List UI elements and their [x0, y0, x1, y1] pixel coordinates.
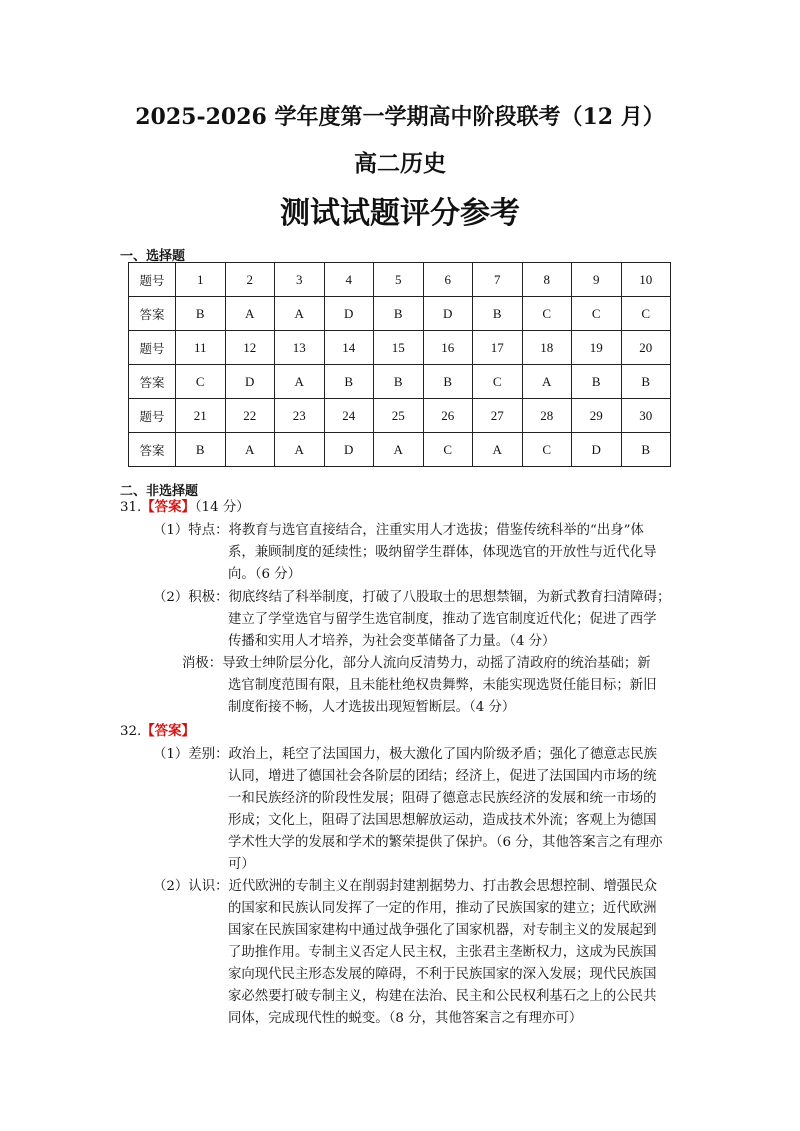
question-number-cell: 18: [522, 331, 572, 365]
answer-cell: B: [374, 365, 424, 399]
answer-row: [129, 297, 671, 331]
q32-number: 32.: [120, 724, 142, 739]
answer-row: [129, 433, 671, 467]
answer-cell: A: [275, 297, 325, 331]
answer-cell: B: [374, 297, 424, 331]
question-number-row: [129, 263, 671, 297]
question-number-cell: 1: [176, 263, 226, 297]
row-label-answer: 答案: [129, 297, 176, 331]
section-heading-nonchoice: 二、非选择题: [120, 484, 199, 499]
question-number-cell: 27: [473, 399, 523, 433]
answer-cell: B: [621, 433, 671, 467]
q32-line: 国家在民族国家建构中通过战争强化了国家机器，对专制主义的发展起到: [228, 923, 657, 938]
question-number-cell: 13: [275, 331, 325, 365]
question-number-cell: 24: [324, 399, 374, 433]
question-number-cell: 11: [176, 331, 226, 365]
q32-line: 形成；文化上，阻碍了法国思想解放运动，造成技术外流；客观上为德国: [228, 813, 657, 828]
question-number-row: [129, 399, 671, 433]
answer-cell: B: [621, 365, 671, 399]
q31-line: 制度衔接不畅，人才选拔出现短暂断层。（4 分）: [228, 700, 516, 715]
question-number-cell: 17: [473, 331, 523, 365]
question-number-cell: 22: [225, 399, 275, 433]
row-label-number: 题号: [129, 331, 176, 365]
answer-cell: D: [572, 433, 622, 467]
answer-cell: C: [473, 365, 523, 399]
q31-line: 向。（6 分）: [228, 567, 302, 582]
answer-cell: A: [225, 297, 275, 331]
answer-cell: C: [572, 297, 622, 331]
answer-cell: D: [225, 365, 275, 399]
row-label-number: 题号: [129, 399, 176, 433]
q31-line: （2）积极：彻底终结了科举制度，打破了八股取士的思想禁锢，为新式教育扫清障碍；: [153, 590, 671, 605]
q32-line: 了助推作用。专制主义否定人民主权，主张君主垄断权力，这成为民族国: [228, 945, 657, 960]
answer-table: [128, 262, 671, 467]
question-number-cell: 21: [176, 399, 226, 433]
question-number-cell: 9: [572, 263, 622, 297]
answer-cell: C: [176, 365, 226, 399]
answer-cell: A: [522, 365, 572, 399]
q32-line: 家向现代民主形态发展的障碍，不利于民族国家的深入发展；现代民族国: [228, 967, 657, 982]
question-number-cell: 19: [572, 331, 622, 365]
answer-cell: D: [324, 433, 374, 467]
q31-line: （1）特点：将教育与选官直接结合，注重实用人才选拔；借鉴传统科举的“出身”体: [153, 523, 644, 538]
answer-cell: D: [324, 297, 374, 331]
question-number-cell: 26: [423, 399, 473, 433]
subject-title: 高二历史: [354, 150, 446, 177]
question-number-cell: 8: [522, 263, 572, 297]
answer-cell: A: [225, 433, 275, 467]
q32-line: 的国家和民族认同发挥了一定的作用，推动了民族国家的建立；近代欧洲: [228, 901, 657, 916]
question-number-cell: 7: [473, 263, 523, 297]
question-number-cell: 12: [225, 331, 275, 365]
question-number-cell: 2: [225, 263, 275, 297]
q31-score: （14 分）: [194, 500, 250, 515]
answer-cell: A: [275, 433, 325, 467]
q31-line: 建立了学堂选官与留学生选官制度，推动了选官制度近代化；促进了西学: [228, 612, 657, 627]
row-label-answer: 答案: [129, 433, 176, 467]
q31-line: 选官制度范围有限，且未能杜绝权贵舞弊，未能实现选贤任能目标；新旧: [228, 678, 657, 693]
answer-row: [129, 365, 671, 399]
question-number-cell: 5: [374, 263, 424, 297]
q32-line: 学术性大学的发展和学术的繁荣提供了保护。（6 分，其他答案言之有理亦: [228, 835, 663, 850]
q32-line: 同体，完成现代性的蜕变。（8 分，其他答案言之有理亦可）: [228, 1011, 583, 1026]
question-number-cell: 20: [621, 331, 671, 365]
question-number-cell: 3: [275, 263, 325, 297]
answer-cell: B: [473, 297, 523, 331]
q31-answer-tag: 【答案】: [141, 499, 195, 515]
answer-cell: D: [423, 297, 473, 331]
answer-cell: A: [374, 433, 424, 467]
q32-header: [120, 721, 195, 742]
answer-cell: B: [572, 365, 622, 399]
q31-line: 系，兼顾制度的延续性；吸纳留学生群体，体现选官的开放性与近代化导: [228, 545, 657, 560]
q31-header: [120, 497, 250, 518]
answer-cell: C: [423, 433, 473, 467]
answer-cell: A: [473, 433, 523, 467]
question-number-cell: 10: [621, 263, 671, 297]
q31-line: 消极：导致士绅阶层分化，部分人流向反清势力，动摇了清政府的统治基础；新: [182, 656, 651, 671]
question-number-cell: 23: [275, 399, 325, 433]
question-number-cell: 14: [324, 331, 374, 365]
row-label-number: 题号: [129, 263, 176, 297]
answer-cell: B: [176, 433, 226, 467]
answer-cell: B: [176, 297, 226, 331]
exam-title: 2025-2026 学年度第一学期高中阶段联考（12 月）: [135, 104, 665, 130]
question-number-cell: 25: [374, 399, 424, 433]
section-heading-choice: 一、选择题: [120, 249, 186, 264]
q32-line: 可）: [228, 857, 255, 872]
q32-line: （1）差别：政治上，耗空了法国国力，极大激化了国内阶级矛盾；强化了德意志民族: [153, 747, 657, 762]
q31-line: 传播和实用人才培养，为社会变革储备了力量。（4 分）: [228, 634, 556, 649]
answer-cell: B: [324, 365, 374, 399]
q32-line: （2）认识：近代欧洲的专制主义在削弱封建割据势力、打击教会思想控制、增强民众: [153, 879, 657, 894]
answer-cell: A: [275, 365, 325, 399]
question-number-cell: 16: [423, 331, 473, 365]
q31-number: 31.: [120, 500, 142, 515]
answer-cell: C: [522, 433, 572, 467]
question-number-cell: 29: [572, 399, 622, 433]
answer-cell: C: [621, 297, 671, 331]
question-number-cell: 4: [324, 263, 374, 297]
question-number-cell: 6: [423, 263, 473, 297]
q32-line: 家必然要打破专制主义，构建在法治、民主和公民权利基石之上的公民共: [228, 989, 657, 1004]
question-number-cell: 30: [621, 399, 671, 433]
q32-answer-tag: 【答案】: [141, 723, 195, 739]
question-number-row: [129, 331, 671, 365]
question-number-cell: 28: [522, 399, 572, 433]
answer-cell: B: [423, 365, 473, 399]
q32-line: 一和民族经济的阶段性发展；阻碍了德意志民族经济的发展和统一市场的: [228, 791, 657, 806]
q32-line: 认同，增进了德国社会各阶层的团结；经济上，促进了法国国内市场的统: [228, 769, 657, 784]
answer-cell: C: [522, 297, 572, 331]
row-label-answer: 答案: [129, 365, 176, 399]
document-title: 测试试题评分参考: [280, 196, 520, 231]
question-number-cell: 15: [374, 331, 424, 365]
